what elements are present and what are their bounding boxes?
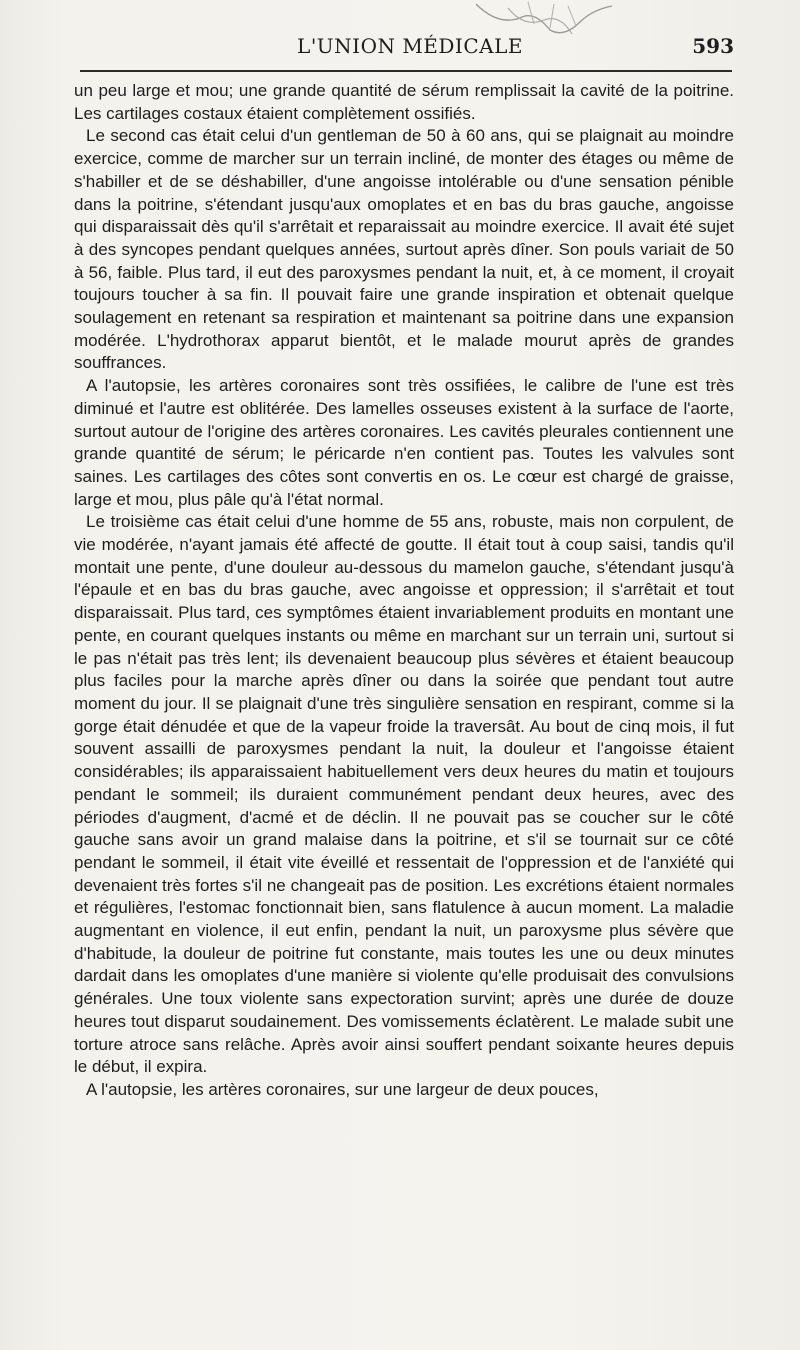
paragraph: Le troisième cas était celui d'une homme de 55 ans, robuste, mais non corpulent, de vie modérée, n'ayant jamais été affecté de goutte. Il était tout à coup saisi, tandis qu'il montait une pente, d'une douleur au-dessous du mamelon gauche, s'étendant jusqu'à l'épaule et en bas du bras gauche, avec angoisse et oppression; il s'arrêtait et tout disparaissait. Plus tard, ces symptômes étaient invariablement produits en montant une pente, en courant quelques instants ou même en marchant sur un terrain uni, surtout si le pas n'était pas très lent; ils devenaient beaucoup plus sévères et étaient beaucoup plus faciles pour la marche après dîner ou dans la soirée que pendant tout autre moment du jour. Il se plaignait d'une très singulière sensation en respirant, comme si la gorge était dénudée et que de la vapeur froide la traversât. Au bout de cinq mois, il fut souvent assailli de paroxysmes pendant la nuit, la douleur et l'angoisse étaient considérables; ils apparaissaient habituellement vers deux heures du matin et toujours pendant le sommeil; ils duraient communément pendant deux heures, avec des périodes d'augment, d'acmé et de déclin. Il ne pouvait pas se coucher sur le côté gauche sans avoir un grand malaise dans la poitrine, et s'il se tournait sur ce côté pendant le sommeil, il était vite éveillé et ressentait de l'oppression et de l'anxiété qui devenaient très fortes s'il ne changeait pas de position. Les excrétions étaient normales et régulières, l'estomac fonctionnait bien, sans flatulence à aucun moment. La maladie augmentant en violence, il eut enfin, pendant la nuit, un paroxysme plus sévère que d'habitude, la douleur de poitrine fut constante, mais toutes les une ou deux minutes dardait dans les omoplates d'une manière si violente qu'elle produisait des convulsions générales. Une toux violente sans expectoration survint; après une durée de douze heures tout disparut soudainement. Des vomissements éclatèrent. Le malade subit une torture atroce sans relâche. Après avoir ainsi souffert pendant soixante heures depuis le début, il expira.: [74, 512, 734, 1077]
page-number: 593: [692, 34, 734, 58]
paragraph: A l'autopsie, les artères coronaires sont très ossifiées, le calibre de l'une est très diminué et l'autre est oblitérée. Des lamelles osseuses existent à la surface de l'aorte, surtout autour de l'origine des artères coronaires. Les cavités pleurales contiennent une grande quantité de sérum; le péricarde n'en contient pas. Toutes les valvules sont saines. Les cartilages des côtes sont convertis en os. Le cœur est chargé de graisse, large et mou, plus pâle qu'à l'état normal.: [74, 376, 734, 509]
header-rule: [80, 70, 732, 72]
paragraph: Le second cas était celui d'un gentleman de 50 à 60 ans, qui se plaignait au moindre exercice, comme de marcher sur un terrain incliné, de monter des étages ou même de s'habiller et de se déshabiller, d'une angoisse intolérable ou d'une sensation pénible dans la poitrine, s'étendant jusqu'aux omoplates et en bas du bras gauche, angoisse qui disparaissait dès qu'il s'arrêtait et reparaissait au moindre exercice. Il avait été sujet à des syncopes pendant quelques années, surtout après dîner. Son pouls variait de 50 à 56, faible. Plus tard, il eut des paroxysmes pendant la nuit, et, à ce moment, il croyait toujours toucher à sa fin. Il pouvait faire une grande inspiration et obtenait quelque soulagement en retenant sa respiration et maintenant sa poitrine dans une expansion modérée. L'hydrothorax apparut bientôt, et le malade mourut après de grandes souffrances.: [74, 126, 734, 373]
paragraph: A l'autopsie, les artères coronaires, sur une largeur de deux pouces,: [86, 1079, 599, 1099]
page-header: [86, 30, 734, 70]
body-text: [74, 80, 734, 1102]
running-title: L'UNION MÉDICALE: [297, 34, 523, 58]
paragraph: un peu large et mou; une grande quantité de sérum remplissait la cavité de la poitrine. Les cartilages costaux étaient complètement ossifiés.: [74, 81, 734, 123]
